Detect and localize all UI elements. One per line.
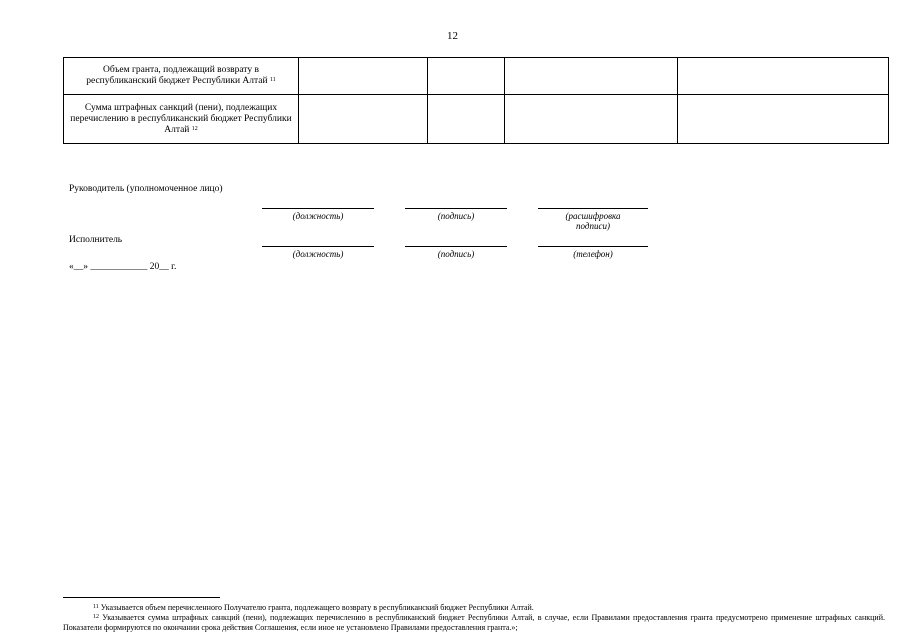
table-cell <box>428 95 505 144</box>
table-cell <box>428 58 505 95</box>
caption-position: (должность) <box>292 249 344 259</box>
caption-signature: (подпись) <box>437 249 475 259</box>
footnote-12: $^{12}$ Указывается сумма штрафных санкций (пени), подлежащих перечислению в республиканский бюджет Республики Алтай, в случае, если Правилами предоставления гранта предусмотрено применение штрафных санкций. Показатели формируются по окончании срока действия Соглашения, если иное не установлено Правилами предоставления гранта.»; <box>63 613 885 632</box>
head-name-line <box>538 208 648 209</box>
caption-name: (расшифровка подписи) <box>565 211 621 231</box>
table-row <box>64 58 889 95</box>
caption-signature: (подпись) <box>437 211 475 221</box>
row-label: Объем гранта, подлежащий возврату в республиканский бюджет Республики Алтай $^{11}$ <box>64 58 299 95</box>
footnote-ref: 11 <box>269 77 276 83</box>
footnote-11: $^{11}$ Указывается объем перечисленного Получателю гранта, подлежащего возврату в республиканский бюджет Республики Алтай. <box>93 603 534 612</box>
head-signature-line <box>405 208 507 209</box>
date-line: «__» ____________ 20__ г. <box>69 262 177 272</box>
table-cell <box>505 58 678 95</box>
caption-phone: (телефон) <box>573 249 613 259</box>
caption-position: (должность) <box>292 211 344 221</box>
table-cell <box>678 95 889 144</box>
page-number: 12 <box>447 30 458 42</box>
table-cell <box>299 58 428 95</box>
table-cell <box>505 95 678 144</box>
head-position-line <box>262 208 374 209</box>
executor-signature-line <box>405 246 507 247</box>
executor-label: Исполнитель <box>69 235 123 245</box>
footnote-separator <box>63 597 220 598</box>
executor-position-line <box>262 246 374 247</box>
table-row <box>64 95 889 144</box>
grant-return-table <box>63 57 889 144</box>
executor-phone-line <box>538 246 648 247</box>
table-cell <box>678 58 889 95</box>
footnote-ref: 12 <box>191 125 198 132</box>
row-label: Сумма штрафных санкций (пени), подлежащих перечислению в республиканский бюджет Республики Алтай $^{12}$ <box>64 95 299 144</box>
table-cell <box>299 95 428 144</box>
head-label: Руководитель (уполномоченное лицо) <box>69 184 223 194</box>
